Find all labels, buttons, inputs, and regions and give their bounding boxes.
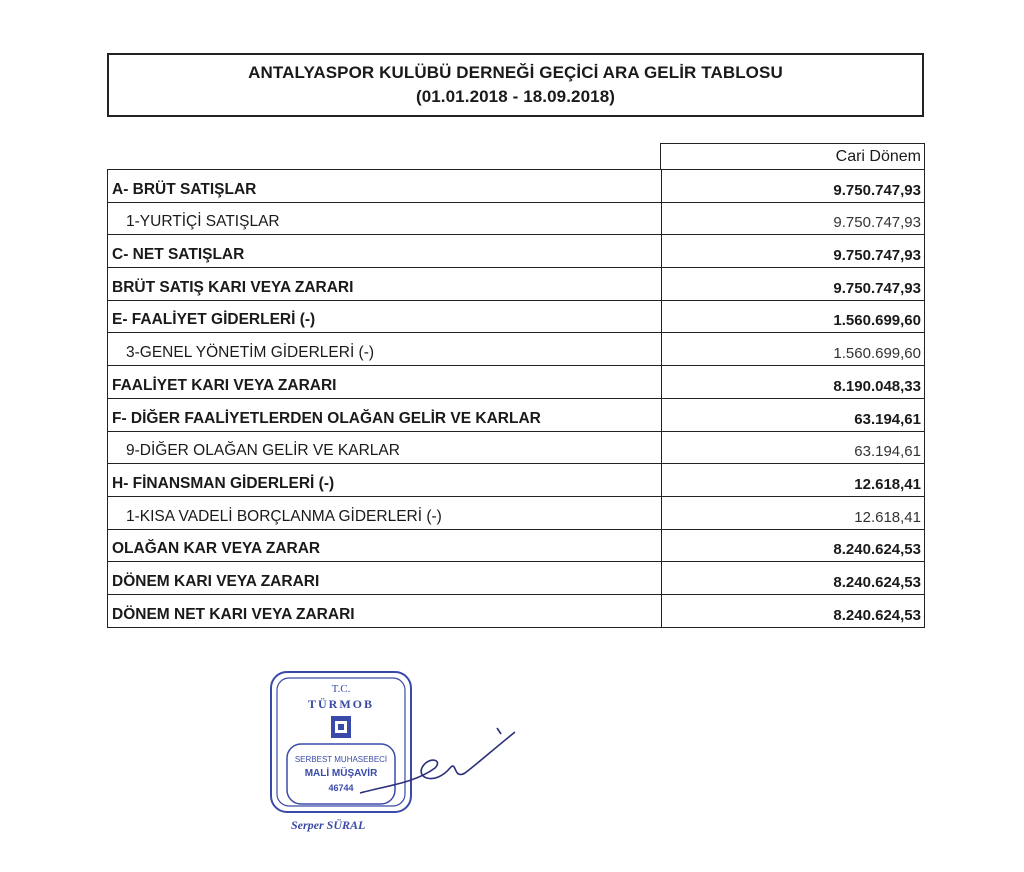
document-title: ANTALYASPOR KULÜBÜ DERNEĞİ GEÇİCİ ARA GELİR TABLOSU: [248, 63, 783, 82]
stamp-seal-icon: [265, 668, 525, 833]
table-row: [107, 203, 925, 236]
row-value: 12.618,41: [661, 497, 924, 529]
row-value: 1.560.699,60: [661, 301, 924, 333]
stamp-line1: T.C.: [331, 683, 351, 695]
table-row: [107, 235, 925, 268]
row-label: E- FAALİYET GİDERLERİ (-): [112, 311, 316, 329]
column-header-cari-donem: Cari Dönem: [660, 143, 925, 169]
row-label: BRÜT SATIŞ KARI VEYA ZARARI: [112, 278, 354, 296]
table-row: [107, 366, 925, 399]
row-label: C- NET SATIŞLAR: [112, 246, 245, 264]
row-label: 1-KISA VADELİ BORÇLANMA GİDERLERİ (-): [126, 507, 442, 525]
table-row: [107, 595, 925, 628]
table-row: [107, 432, 925, 465]
accountant-stamp: [265, 668, 525, 833]
table-row: [107, 530, 925, 563]
table-row: [107, 170, 925, 203]
row-label: A- BRÜT SATIŞLAR: [112, 180, 257, 198]
row-label: 3-GENEL YÖNETİM GİDERLERİ (-): [126, 344, 375, 362]
table-row: [107, 301, 925, 334]
row-value: 12.618,41: [661, 464, 924, 496]
row-label: 9-DİĞER OLAĞAN GELİR VE KARLAR: [126, 442, 400, 460]
stamp-line2: TÜRMOB: [308, 697, 374, 711]
stamp-line4: MALİ MÜŞAVİR: [304, 768, 378, 779]
table-row: [107, 268, 925, 301]
row-label: F- DİĞER FAALİYETLERDEN OLAĞAN GELİR VE KARLAR: [112, 409, 541, 427]
table-row: [107, 562, 925, 595]
row-value: 63.194,61: [661, 399, 924, 431]
table-row: [107, 333, 925, 366]
row-label: FAALİYET KARI VEYA ZARARI: [112, 376, 337, 394]
row-label: DÖNEM KARI VEYA ZARARI: [112, 572, 320, 590]
table-row: [107, 497, 925, 530]
row-value: 8.240.624,53: [661, 530, 924, 562]
row-label: OLAĞAN KAR VEYA ZARAR: [112, 540, 321, 558]
row-value: 8.240.624,53: [661, 562, 924, 594]
row-value: 9.750.747,93: [661, 235, 924, 267]
row-label: H- FİNANSMAN GİDERLERİ (-): [112, 474, 335, 492]
row-value: 9.750.747,93: [661, 170, 924, 202]
income-statement-table: [107, 169, 925, 628]
document-period: (01.01.2018 - 18.09.2018): [415, 87, 616, 106]
row-label: DÖNEM NET KARI VEYA ZARARI: [112, 605, 355, 623]
row-value: 9.750.747,93: [661, 203, 924, 235]
row-value: 9.750.747,93: [661, 268, 924, 300]
row-value: 1.560.699,60: [661, 333, 924, 365]
stamp-line3: SERBEST MUHASEBECİ: [294, 755, 388, 764]
row-value: 8.240.624,53: [661, 595, 924, 627]
document-title-box: [107, 53, 924, 117]
table-row: [107, 464, 925, 497]
row-value: 63.194,61: [661, 432, 924, 464]
accountant-name: Serper SÜRAL: [291, 818, 366, 832]
row-value: 8.190.048,33: [661, 366, 924, 398]
stamp-line5: 46744: [328, 783, 354, 793]
row-label: 1-YURTİÇİ SATIŞLAR: [126, 213, 280, 231]
table-row: [107, 399, 925, 432]
